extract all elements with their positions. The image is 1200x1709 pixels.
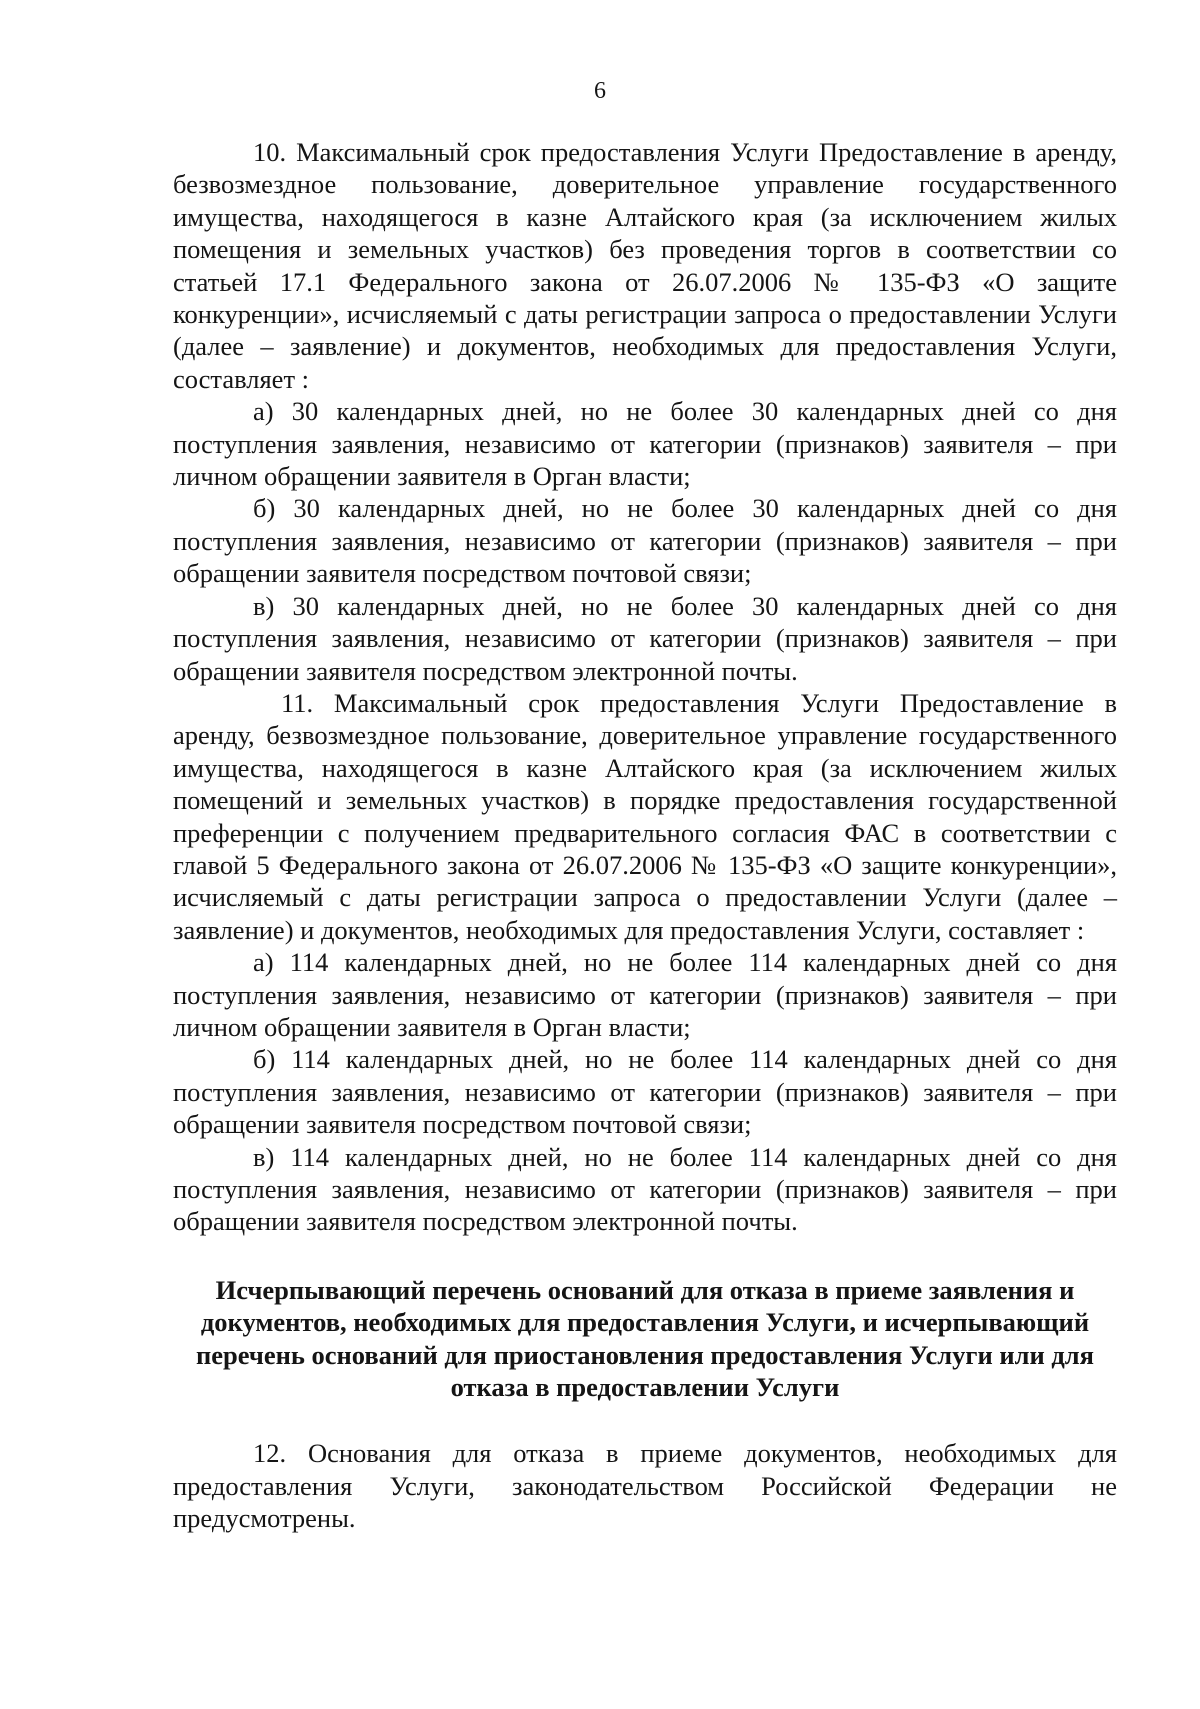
paragraph-10-item-c: в) 30 календарных дней, но не более 30 календарных дней со дня поступления заявления, независимо от категории (признаков) заявителя – при обращении заявителя посредством электронной почты. [173,590,1117,686]
document-body [173,136,1117,1535]
page-number: 6 [594,78,606,104]
paragraph-10-item-b: б) 30 календарных дней, но не более 30 календарных дней со дня поступления заявления, независимо от категории (признаков) заявителя – при обращении заявителя посредством почтовой связи; [173,493,1117,589]
paragraph-11-item-b: б) 114 календарных дней, но не более 114 календарных дней со дня поступления заявления, независимо от категории (признаков) заявителя – при обращении заявителя посредством почтовой связи; [173,1044,1117,1140]
section-heading: Исчерпывающий перечень оснований для отказа в приеме заявления и документов, необходимых для предоставления Услуги, и исчерпывающий перечень оснований для приостановления предоставления Услуги или для отказа в предоставлении Услуги [196,1274,1094,1403]
paragraph-12: 12. Основания для отказа в приеме документов, необходимых для предоставления Услуги, законодательством Российской Федерации не предусмотрены. [173,1438,1117,1534]
paragraph-11-item-a: а) 114 календарных дней, но не более 114 календарных дней со дня поступления заявления, независимо от категории (признаков) заявителя – при личном обращении заявителя в Орган власти; [173,947,1117,1042]
paragraph-10-item-a: а) 30 календарных дней, но не более 30 календарных дней со дня поступления заявления, независимо от категории (признаков) заявителя – при личном обращении заявителя в Орган власти; [173,396,1117,492]
paragraph-11-item-c: в) 114 календарных дней, но не более 114 календарных дней со дня поступления заявления, независимо от категории (признаков) заявителя – при обращении заявителя посредством электронной почты. [173,1141,1117,1237]
paragraph-10-intro: 10. Максимальный срок предоставления Услуги Предоставление в аренду, безвозмездное пользование, доверительное управление государственного имущества, находящегося в казне Алтайского края (за исключением жилых помещения и земельных участков) без проведения торгов в соответствии со статьей 17.1 Федерального закона от 26.07.2006 № 135-ФЗ «О защите конкуренции», исчисляемый с даты регистрации запроса о предоставлении Услуги (далее – заявление) и документов, необходимых для предоставления Услуги, составляет : [173,137,1117,394]
paragraph-11-intro: 11. Максимальный срок предоставления Услуги Предоставление в аренду, безвозмездное пользование, доверительное управление государственного имущества, находящегося в казне Алтайского края (за исключением жилых помещений и земельных участков) в порядке предоставления государственной преференции с получением предварительного согласия ФАС в соответствии с главой 5 Федерального закона от 26.07.2006 № 135-ФЗ «О защите конкуренции», исчисляемый с даты регистрации запроса о предоставлении Услуги (далее – заявление) и документов, необходимых для предоставления Услуги, составляет : [173,687,1117,945]
